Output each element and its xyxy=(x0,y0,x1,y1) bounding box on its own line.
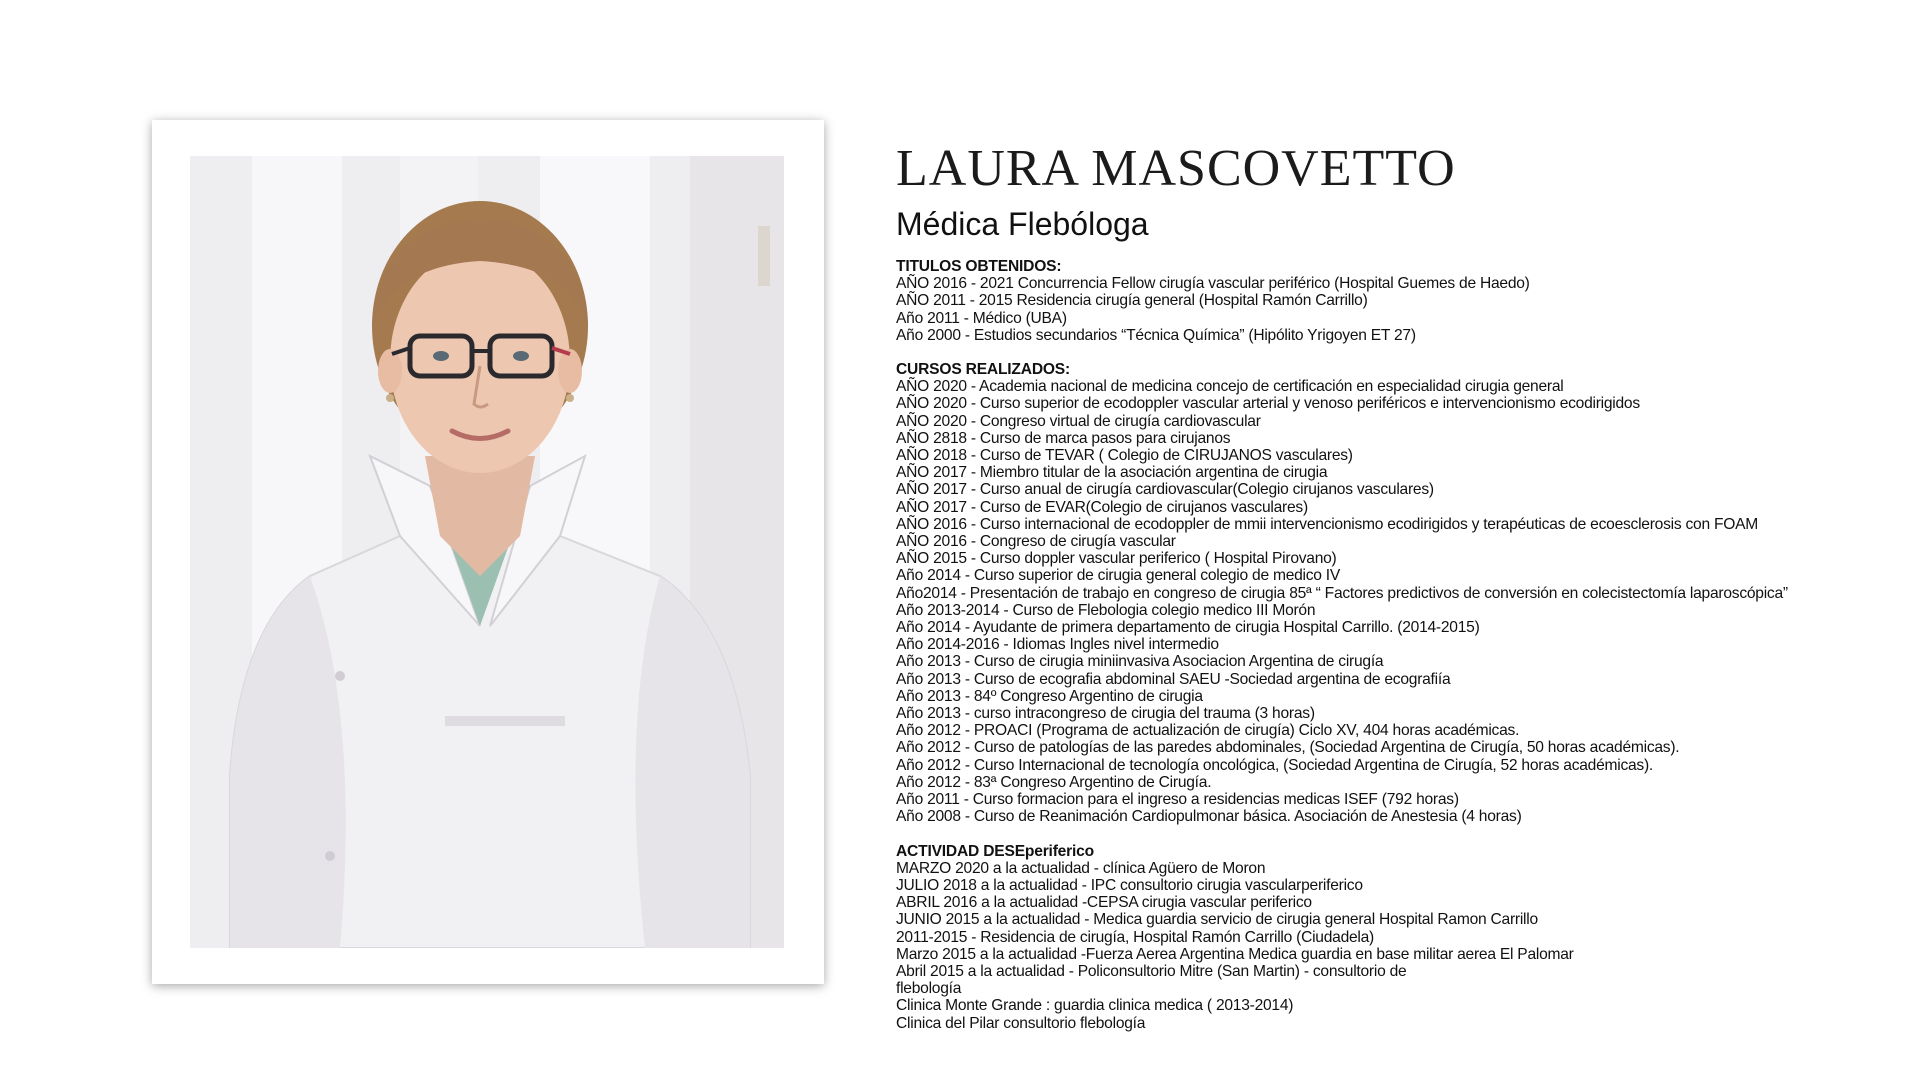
list-item: AÑO 2017 - Miembro titular de la asociación argentina de cirugia xyxy=(896,464,1328,482)
list-item: Año 2013 - 84º Congreso Argentino de cirugia xyxy=(896,687,1203,705)
list-item: Año 2013 - curso intracongreso de cirugia del trauma (3 horas) xyxy=(896,705,1315,723)
section-cursos xyxy=(896,361,1906,825)
list-item: Año 2013 - Curso de ecografia abdominal SAEU -Sociedad argentina de ecografiía xyxy=(896,670,1451,688)
photo-frame xyxy=(152,120,824,984)
list-item: Año 2014-2016 - Idiomas Ingles nivel intermedio xyxy=(896,636,1219,654)
list-item: ABRIL 2016 a la actualidad -CEPSA cirugia vascular periferico xyxy=(896,894,1312,912)
list-item: AÑO 2015 - Curso doppler vascular periferico ( Hospital Pirovano) xyxy=(896,550,1337,568)
list-item: Año 2014 - Curso superior de cirugia general colegio de medico IV xyxy=(896,567,1341,585)
section-title: ACTIVIDAD DESEperiferico xyxy=(896,842,1094,860)
list-item: AÑO 2818 - Curso de marca pasos para cirujanos xyxy=(896,429,1231,447)
list-item: Año 2011 - Curso formacion para el ingreso a residencias medicas ISEF (792 horas) xyxy=(896,791,1459,809)
list-item: AÑO 2020 - Curso superior de ecodoppler vascular arterial y venoso periféricos e intervencionismo ecodirigidos xyxy=(896,395,1640,413)
list-item: MARZO 2020 a la actualidad - clínica Agüero de Moron xyxy=(896,859,1266,877)
list-item: Año 2014 - Ayudante de primera departamento de cirugia Hospital Carrillo. (2014-2015) xyxy=(896,619,1480,637)
list-item: AÑO 2017 - Curso anual de cirugía cardiovascular(Colegio cirujanos vasculares) xyxy=(896,481,1434,499)
list-item: AÑO 2011 - 2015 Residencia cirugía general (Hospital Ramón Carrillo) xyxy=(896,292,1368,310)
list-item: Año 2000 - Estudios secundarios “Técnica Química” (Hipólito Yrigoyen ET 27) xyxy=(896,326,1416,344)
section-title: CURSOS REALIZADOS: xyxy=(896,361,1070,379)
list-item: Año 2008 - Curso de Reanimación Cardiopulmonar básica. Asociación de Anestesia (4 horas) xyxy=(896,808,1522,826)
list-item: Año 2012 - Curso Internacional de tecnología oncológica, (Sociedad Argentina de Cirugía, 52 horas académicas). xyxy=(896,756,1654,774)
list-item: AÑO 2016 - 2021 Concurrencia Fellow cirugía vascular periférico (Hospital Guemes de Haedo) xyxy=(896,275,1530,293)
list-item: Año2014 - Presentación de trabajo en congreso de cirugia 85ª “ Factores predictivos de conversión en colecistectomía laparoscópica” xyxy=(896,584,1788,602)
list-item: AÑO 2018 - Curso de TEVAR ( Colegio de CIRUJANOS vasculares) xyxy=(896,447,1353,465)
list-item: AÑO 2016 - Congreso de cirugía vascular xyxy=(896,533,1176,551)
doctor-name: LAURA MASCOVETTO xyxy=(896,140,1456,197)
portrait-illustration xyxy=(190,156,784,948)
section-titulos xyxy=(896,258,1906,344)
portrait-photo xyxy=(190,156,784,948)
list-item: flebología xyxy=(896,980,962,998)
list-item: Año 2011 - Médico (UBA) xyxy=(896,309,1067,327)
list-item: 2011-2015 - Residencia de cirugía, Hospital Ramón Carrillo (Ciudadela) xyxy=(896,928,1374,946)
list-item: AÑO 2016 - Curso internacional de ecodoppler de mmii intervencionismo ecodirigidos y terapéuticas de ecoesclerosis con FOAM xyxy=(896,515,1758,533)
list-item: Clinica del Pilar consultorio flebología xyxy=(896,1014,1146,1032)
list-item: AÑO 2020 - Congreso virtual de cirugía cardiovascular xyxy=(896,412,1261,430)
list-item: JULIO 2018 a la actualidad - IPC consultorio cirugia vascularperiferico xyxy=(896,876,1363,894)
section-actividad xyxy=(896,843,1906,1032)
list-item: Año 2013-2014 - Curso de Flebologia colegio medico III Morón xyxy=(896,601,1316,619)
section-title: TITULOS OBTENIDOS: xyxy=(896,258,1062,275)
list-item: AÑO 2017 - Curso de EVAR(Colegio de cirujanos vasculares) xyxy=(896,498,1308,516)
list-item: Año 2013 - Curso de cirugia miniinvasiva Asociacion Argentina de cirugía xyxy=(896,653,1384,671)
list-item: Año 2012 - 83ª Congreso Argentino de Cirugía. xyxy=(896,773,1212,791)
doctor-role: Médica Flebóloga xyxy=(896,206,1149,242)
list-item: AÑO 2020 - Academia nacional de medicina concejo de certificación en especialidad cirugia general xyxy=(896,378,1564,396)
list-item: Año 2012 - Curso de patologías de las paredes abdominales, (Sociedad Argentina de Cirugía, 50 horas académicas). xyxy=(896,739,1680,757)
list-item: JUNIO 2015 a la actualidad - Medica guardia servicio de cirugia general Hospital Ramon Carrillo xyxy=(896,911,1538,929)
list-item: Clinica Monte Grande : guardia clinica medica ( 2013-2014) xyxy=(896,997,1294,1015)
list-item: Abril 2015 a la actualidad - Policonsultorio Mitre (San Martin) - consultorio de xyxy=(896,962,1407,980)
list-item: Año 2012 - PROACI (Programa de actualización de cirugía) Ciclo XV, 404 horas académicas. xyxy=(896,722,1520,740)
cv-text xyxy=(896,138,1906,1049)
list-item: Marzo 2015 a la actualidad -Fuerza Aerea Argentina Medica guardia en base militar aerea El Palomar xyxy=(896,945,1574,963)
